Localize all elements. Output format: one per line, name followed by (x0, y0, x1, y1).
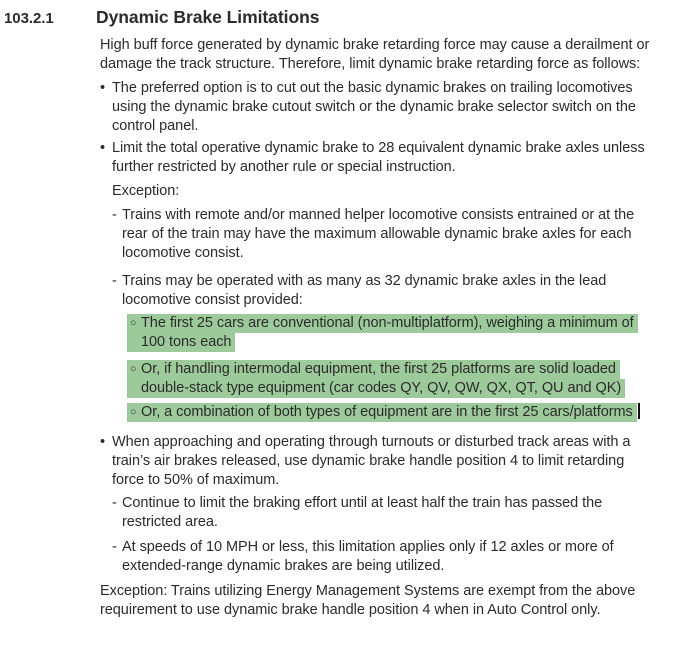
section-heading (0, 6, 699, 28)
paragraph-line: At speeds of 10 MPH or less, this limitation applies only if 12 axles or more of (122, 539, 614, 555)
exception-label: Exception: (112, 183, 180, 199)
dash-item-continue-limit (112, 494, 693, 532)
bullet-icon: • (100, 80, 106, 96)
highlighted-item-conventional-cars (127, 314, 693, 352)
paragraph-line: locomotive consist. (122, 245, 244, 261)
highlighted-line (127, 360, 693, 379)
highlighted-text: Or, a combination of both types of equipment are in the first 25 cars/platforms (141, 404, 633, 420)
paragraph-line: control panel. (112, 118, 199, 134)
paragraph-line: damage the track structure. Therefore, limit dynamic brake retarding force as follows: (100, 56, 641, 72)
paragraph-line: rear of the train may have the maximum allowable dynamic brake axles for each (122, 226, 632, 242)
dash-icon: - (112, 539, 117, 555)
highlighted-line (127, 333, 693, 352)
highlighted-line (127, 314, 693, 333)
highlighted-item-intermodal (127, 360, 693, 398)
paragraph-line: train’s air brakes released, use dynamic brake handle position 4 to limit retarding (112, 453, 625, 469)
dash-icon: - (112, 495, 117, 511)
dash-item-32-axles (112, 272, 693, 310)
paragraph-line: High buff force generated by dynamic brake retarding force may cause a derailment or (100, 37, 650, 53)
paragraph-line: Continue to limit the braking effort until at least half the train has passed the (122, 495, 603, 511)
bullet-icon: • (100, 434, 106, 450)
dash-icon: - (112, 273, 117, 289)
highlight-span (127, 403, 637, 422)
highlight-span: 100 tons each (127, 333, 235, 352)
bullet-item-axle-limit (100, 139, 693, 177)
highlighted-line (127, 379, 693, 398)
bullet-item-preferred-option (100, 79, 693, 136)
dash-text (122, 538, 614, 576)
paragraph-line: force to 50% of maximum. (112, 472, 280, 488)
paragraph-line: Trains may be operated with as many as 32 dynamic brake axles in the lead (122, 273, 607, 289)
dash-text (122, 494, 602, 532)
highlight-span (127, 360, 620, 379)
paragraph-line: restricted area. (122, 514, 218, 530)
highlight-span (127, 314, 638, 333)
bullet-text (112, 139, 645, 177)
paragraph-line: When approaching and operating through turnouts or disturbed track areas with a (112, 434, 631, 450)
dash-icon: - (112, 207, 117, 223)
dash-item-helper-consists (112, 206, 693, 263)
highlighted-text: Or, if handling intermodal equipment, the first 25 platforms are solid loaded (141, 361, 616, 377)
paragraph-line: requirement to use dynamic brake handle position 4 when in Auto Control only. (100, 602, 601, 618)
paragraph-line: The preferred option is to cut out the basic dynamic brakes on trailing locomotives (112, 80, 633, 96)
dash-item-low-speed (112, 538, 693, 576)
highlighted-item-combination (127, 403, 693, 422)
exception-paragraph (100, 582, 693, 620)
bullet-icon: • (100, 140, 106, 156)
section-title: Dynamic Brake Limitations (96, 7, 320, 27)
circle-bullet-icon: ○ (130, 406, 137, 418)
dash-text (122, 206, 634, 263)
section-number: 103.2.1 (4, 10, 54, 27)
paragraph-line: extended-range dynamic brakes are being utilized. (122, 558, 445, 574)
paragraph-line: Limit the total operative dynamic brake to 28 equivalent dynamic brake axles unless (112, 140, 645, 156)
circle-bullet-icon: ○ (130, 317, 137, 329)
paragraph-line: further restricted by another rule or special instruction. (112, 159, 456, 175)
bullet-item-turnouts (100, 433, 693, 490)
section-body (100, 36, 693, 620)
paragraph-line: locomotive consist provided: (122, 292, 303, 308)
highlight-span: double-stack type equipment (car codes QY, QV, QW, QX, QT, QU and QK) (127, 379, 625, 398)
intro-paragraph (100, 36, 693, 74)
dash-text (122, 272, 606, 310)
text-caret (638, 403, 640, 419)
highlighted-line (127, 403, 693, 422)
paragraph-line: using the dynamic brake cutout switch or the dynamic brake selector switch on the (112, 99, 636, 115)
bullet-text (112, 433, 630, 490)
highlighted-text: The first 25 cars are conventional (non-multiplatform), weighing a minimum of (141, 315, 634, 331)
circle-bullet-icon: ○ (130, 363, 137, 375)
paragraph-line: Trains with remote and/or manned helper locomotive consists entrained or at the (122, 207, 635, 223)
bullet-text (112, 79, 636, 136)
paragraph-line: Exception: Trains utilizing Energy Management Systems are exempt from the above (100, 583, 636, 599)
